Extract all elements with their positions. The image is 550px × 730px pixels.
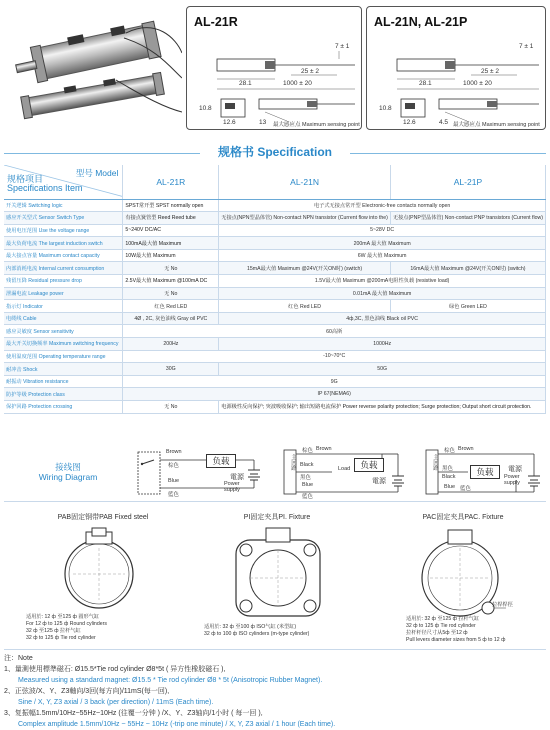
spec-row (4, 363, 546, 376)
spec-row-label: 感应开关型式 Sensor Switch Type (4, 212, 123, 225)
spec-header-item-en: Specifications Item (7, 183, 83, 194)
wire-blue-cn-n: 藍色 (302, 494, 314, 500)
al21r-sensing-point: 最大感应点 Maximum sensing point (273, 122, 360, 128)
spec-row (4, 287, 546, 300)
fixture-pac-line-2: 拉杆杆径尺寸从5ф 至12 ф (406, 630, 468, 637)
fixture-pi-title: PI固定夹具PI. Fixture (243, 514, 311, 521)
wire-black-cn-n: 黑色 (300, 475, 312, 481)
spec-cell: 绿色 Green LED (390, 300, 545, 313)
al21r-dimension-drawing (187, 7, 363, 131)
spec-row (4, 325, 546, 338)
spec-header-cell (4, 165, 123, 199)
wire-brown-en-n: Brown (316, 446, 332, 452)
wire-black-n: Black (300, 462, 314, 468)
wiring-label-cn: 接线图 (55, 462, 81, 472)
wire-brown-en-p: Brown (458, 446, 474, 452)
power-en-p: Power supply (504, 474, 520, 487)
spec-row (4, 375, 546, 388)
spec-row (4, 199, 546, 212)
al21np-dim-body: 28.1 (419, 80, 432, 87)
spec-cell: 无 No (123, 262, 219, 275)
spec-row (4, 249, 546, 262)
spec-cell: 50G (219, 363, 546, 376)
spec-row-label: 感应灵敏度 Sensor sensitivity (4, 325, 123, 338)
spec-row (4, 275, 546, 288)
fixture-pab-line-1: For 12 ф to 125 ф Round cylinders (26, 621, 107, 628)
spec-cell: 1000Hz (219, 338, 546, 351)
spec-row-label: 耐冲击 Shock (4, 363, 123, 376)
spec-row (4, 388, 546, 401)
spec-cell: 60高斯 (123, 325, 546, 338)
spec-header-item (7, 175, 83, 194)
wire-blue-cn-p: 藍色 (460, 486, 472, 492)
load-en-n: Load (338, 466, 351, 472)
wiring-diagram-n (272, 446, 410, 500)
spec-row-label: 最大负荷电流 The largest induction switch (4, 237, 123, 250)
al21r-dim-offset: 13 (259, 119, 267, 126)
spec-row (4, 262, 546, 275)
al21np-dimension-drawing (367, 7, 547, 131)
spec-cell: 无接点(PNP型晶体管) Non-contact PNP transistors (Current flow) (390, 212, 545, 225)
note-1-en: Measured using a standard magnet: Ø15.5 * Tie rod cylinder Ø8 * 5t (Anisotropic Rubber Magnet). (18, 677, 323, 684)
spec-cell: SPST常开型 SPST normally open (123, 199, 219, 212)
notes-heading: 注：Note (4, 655, 33, 662)
spec-cell: 200Hz (123, 338, 219, 351)
spec-row (4, 312, 546, 325)
spec-cell: 16mA最大值 Maximum @24V(开关ON时) (switch) (390, 262, 545, 275)
fixture-pi-text (204, 624, 374, 638)
col-header-al21r: AL-21R (123, 165, 219, 199)
al21r-dim-total: 1000 ± 20 (283, 80, 312, 87)
spec-header-item-cn: 规格项目 (7, 174, 44, 184)
spec-row-label: 使用电压范围 Use the voltage range (4, 224, 123, 237)
al21r-title: AL-21R (194, 15, 238, 29)
al21np-dim-width: 12.6 (403, 119, 416, 126)
spec-cell: 2.5V最大值 Maximum @100mA DC (123, 275, 219, 288)
spec-row-label: 残留压降 Residual pressure drop (4, 275, 123, 288)
wiring-diagram-p (412, 446, 546, 500)
spec-row (4, 401, 546, 414)
main-circuit-p (428, 454, 437, 471)
note-2-cn: 2、正弦波/X、Y、Z3軸向/3回(每方向)/11mS(每一回), (4, 688, 170, 695)
al21np-dim-total: 1000 ± 20 (463, 80, 492, 87)
fixture-pac-callout: 拉桿桿徑 (492, 602, 513, 608)
spec-cell: 9G (123, 375, 546, 388)
wire-brown-p: 棕色 (444, 448, 456, 454)
al21np-title: AL-21N, AL-21P (374, 15, 468, 29)
wire-blue-p: Blue (444, 484, 456, 490)
al21np-sensing-point: 最大感应点 Maximum sensing point (453, 122, 540, 128)
spec-header-model: 型号 Model (75, 168, 119, 178)
wiring-label-en: Wiring Diagram (38, 472, 98, 483)
wire-brown-r: Brown (166, 449, 182, 455)
al21np-dim-top: 7 ± 1 (519, 43, 534, 50)
spec-row-label: 开关逻辑 Switching logic (4, 199, 123, 212)
product-photo (6, 8, 182, 130)
spec-row (4, 350, 546, 363)
spec-title (0, 143, 550, 165)
spec-cell: 15mA最大值 Maximum @24V(开关ON时) (switch) (219, 262, 391, 275)
power-n: 電源 (372, 478, 386, 485)
spec-cell: 无接点(NPN型晶体管) Non-contact NPN transistor (Current flow into the) (219, 212, 391, 225)
spec-row-label: 保护回路 Protection crossing (4, 401, 123, 414)
wire-blue-n: Blue (302, 482, 314, 488)
spec-cell: 1.5V最大值 Maximum @200mA电阻性负载 (resistive load) (219, 275, 546, 288)
spec-cell: 红色 Red LED (123, 300, 219, 313)
load-box-p: 负载 (470, 465, 500, 479)
spec-cell: 10W最大值 Maximum (123, 249, 219, 262)
al21r-dim-width: 12.6 (223, 119, 236, 126)
spec-cell: IP 67(NEMA6) (123, 388, 546, 401)
fixture-pab-drawing (44, 524, 154, 614)
al21r-dim-cable: 25 ± 2 (301, 68, 320, 75)
fixture-pac-title: PAC固定夹具PAC. Fixture (422, 514, 504, 521)
spec-row (4, 300, 546, 313)
fixture-pi-drawing (222, 524, 334, 620)
wire-brown-cn-r: 棕色 (168, 463, 180, 469)
wire-brown-n: 棕色 (302, 448, 314, 454)
fixture-pab-line-0: 适用於: 12 ф 至125 ф 圆形气缸 (26, 614, 100, 620)
spec-row (4, 338, 546, 351)
wiring-label (4, 462, 132, 482)
fixture-pi-line-0: 适用於: 32 ф 至100 ф ISO气缸 (米型缸) (204, 624, 297, 630)
spec-cell: 4Ø , 2C, 灰色油线 Gray oil PVC (123, 312, 219, 325)
notes-section (4, 653, 549, 730)
fixtures-row (4, 512, 546, 650)
spec-table (4, 165, 546, 414)
load-box-n: 负载 (354, 458, 384, 472)
al21np-dim-cable: 25 ± 2 (481, 68, 500, 75)
spec-row-label: 最大接点容量 Maximum contact capacity (4, 249, 123, 262)
spec-cell: 4ф,3C, 黑色油线 Black oil PVC (219, 312, 546, 325)
fixture-pi-line-1: 32 ф to 100 ф ISO cylinders (m-type cylinder) (204, 631, 310, 638)
spec-row-label: 内部消耗电流 Internal current consumption (4, 262, 123, 275)
wire-blue-cn-r: 藍色 (168, 492, 180, 498)
spec-row-label: 指示灯 Indicator (4, 300, 123, 313)
spec-row (4, 237, 546, 250)
note-2-en: Sine / X, Y, Z3 axial / 3 back (per direction) / 11mS (Each time). (18, 699, 214, 706)
note-3-cn: 3、复振幅1.5mm/10Hz~55Hz~10Hz (往覆一分钟 ) /X、Y、Z3轴向/1小时 ( 每一回 ), (4, 710, 263, 717)
spec-cell: 5~240V DC/AC (123, 224, 219, 237)
spec-row-label: 使用温度范围 Operating temperature range (4, 350, 123, 363)
col-header-al21p: AL-21P (390, 165, 545, 199)
spec-row-label: 耐振动 Vibration resistance (4, 375, 123, 388)
fixture-pac-text (406, 616, 546, 644)
spec-cell: 电源极性反向保护; 突波吸收保护; 输出短路电流保护 Power reverse polarity protection; Surge protection; Output short circuit protection. (219, 401, 546, 414)
spec-cell: 0.01mA 最大值 Maximum (219, 287, 546, 300)
al21r-drawing-panel (186, 6, 362, 130)
spec-cell: -10~70°C (123, 350, 546, 363)
spec-cell: 无 No (123, 287, 219, 300)
spec-row-label: 防护等级 Protection class (4, 388, 123, 401)
spec-title-text: 规格书 Specification (217, 145, 333, 159)
spec-row (4, 212, 546, 225)
spec-row (4, 224, 546, 237)
spec-cell: 30G (123, 363, 219, 376)
spec-cell: 有接点簧管型 Reed Reed tube (123, 212, 219, 225)
wire-black-p: Black (442, 474, 456, 480)
al21r-dim-body: 28.1 (239, 80, 252, 87)
main-circuit-n (286, 454, 295, 471)
spec-cell: 无 No (123, 401, 219, 414)
fixture-pab-title: PAB固定钢带PAB Fixed steel (57, 514, 149, 521)
fixture-pac-line-0: 适用於: 32 ф 至125 ф 拉杆气缸 (406, 616, 480, 622)
al21np-drawing-panel (366, 6, 546, 130)
fixture-pab-line-2: 32 ф 至125 ф 拉杆气缸 (26, 628, 81, 635)
al21np-dim-height: 10.8 (379, 105, 392, 112)
al21np-dim-offset: 4.5 (439, 119, 449, 126)
fixture-pab-text (26, 614, 186, 642)
spec-cell: 电子式无接点常开型 Electronic-free contacts normally open (219, 199, 546, 212)
wiring-row (4, 444, 546, 502)
load-box-r: 负载 (206, 454, 236, 468)
al21r-dim-top: 7 ± 1 (335, 43, 350, 50)
wiring-diagram-r (134, 446, 274, 500)
spec-row-label: 最大开关切换频率 Maximum switching frequency (4, 338, 123, 351)
spec-cell: 6W 最大值 Maximum (219, 249, 546, 262)
spec-header-row (4, 165, 546, 199)
main-circuit-n-label: 主回路 (290, 454, 296, 471)
note-1-cn: 1、量測使用標準磁石: Ø15.5*Tie rod cylinder Ø8*5t ( 异方性橡胶磁石 ), (4, 666, 226, 673)
power-p: 電源 (508, 466, 522, 473)
spec-cell: 5~28V DC (219, 224, 546, 237)
wire-black-cn-p: 黑色 (442, 466, 454, 472)
col-header-al21n: AL-21N (219, 165, 391, 199)
spec-cell: 200mA 最大值 Maximum (219, 237, 546, 250)
note-3-en: Complex amplitude 1.5mm/10Hz ~ 55Hz ~ 10Hz (-trip one minute) / X, Y, Z3 axial / 1 hour (Each time). (18, 721, 336, 728)
fixture-pab-line-3: 32 ф to 125 ф Tie rod cylinder (26, 635, 96, 642)
power-en-r: Power supply (224, 481, 240, 494)
spec-cell: 100mA最大值 Maximum (123, 237, 219, 250)
spec-cell: 红色 Red LED (219, 300, 391, 313)
fixture-pac-line-3: Pull levers diameter sizes from 5 ф to 12 ф (406, 637, 506, 644)
fixture-pac-line-1: 32 ф to 125 ф Tie rod cylinder (406, 623, 476, 630)
wire-blue-r: Blue (168, 478, 180, 484)
main-circuit-p-label: 主回路 (432, 454, 438, 471)
power-r: 電源 (230, 474, 244, 481)
spec-row-label: 泄漏电流 Leakage power (4, 287, 123, 300)
al21r-dim-height: 10.8 (199, 105, 212, 112)
spec-row-label: 电缆线 Cable (4, 312, 123, 325)
